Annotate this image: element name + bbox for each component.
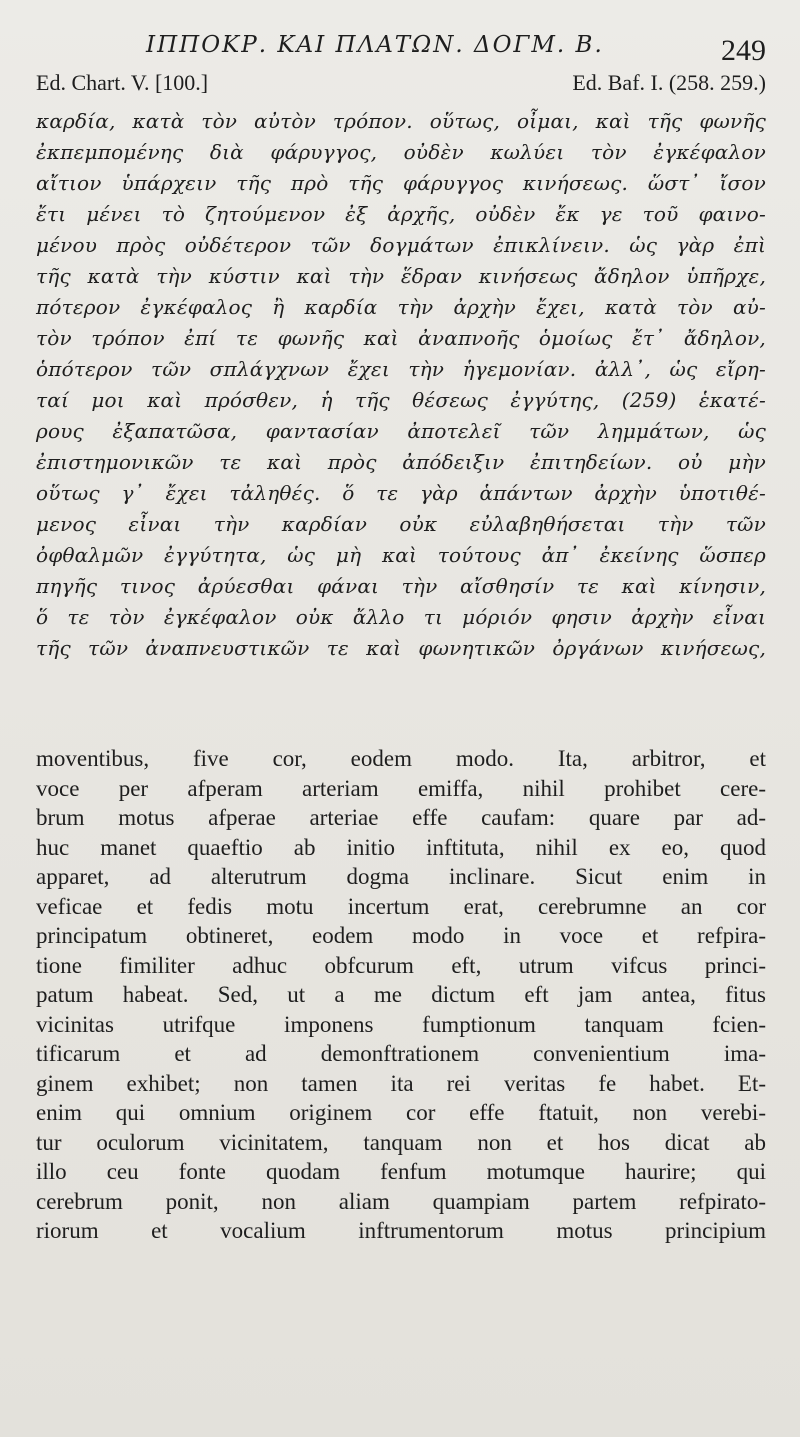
latin-line: vicinitas utrifque imponens fumptionum tanquam fcien- [36, 1011, 766, 1037]
latin-line: apparet, ad alterutrum dogma inclinare. Sicut enim in [36, 864, 766, 889]
greek-line: ὀφθαλμῶν ἐγγύτητα, ὡς μὴ καὶ τούτους ἀπ᾽ ἐκείνης ὥσπερ [36, 543, 766, 567]
edition-line [36, 70, 766, 104]
greek-line: οὕτως γ᾽ ἔχει τἀληθές. ὅ τε γὰρ ἁπάντων ἀρχὴν ὑποτιθέ- [36, 481, 766, 505]
greek-line: ταί μοι καὶ πρόσθεν, ἡ τῆς θέσεως ἐγγύτης, (259) ἑκατέ- [36, 388, 766, 412]
greek-line: αἴτιον ὑπάρχειν τῆς πρὸ τῆς φάρυγγος κινήσεως. ὥστ᾽ ἴσον [36, 171, 766, 195]
latin-line: cerebrum ponit, non aliam quampiam partem refpirato- [36, 1188, 766, 1214]
greek-line: ὁπότερον τῶν σπλάγχνων ἔχει τὴν ἡγεμονίαν. ἀλλ᾽, ὡς εἴρη- [36, 357, 766, 381]
edition-basel: Ed. Baf. I. (258. 259.) [572, 70, 766, 95]
running-title: ΙΠΠΟΚΡ. ΚΑΙ ΠΛΑΤΩΝ. ΔΟΓΜ. Β. [146, 32, 604, 58]
greek-line: ὅ τε τὸν ἐγκέφαλον οὐκ ἄλλο τι μόριόν φησιν ἀρχὴν εἶναι [36, 605, 766, 629]
latin-line: ginem exhibet; non tamen ita rei veritas fe habet. Et- [36, 1070, 766, 1096]
latin-line: riorum et vocalium inftrumentorum motus principium [36, 1218, 766, 1243]
latin-line: tur oculorum vicinitatem, tanquam non et hos dicat ab [36, 1129, 766, 1155]
greek-line: ἐκπεμπομένης διὰ φάρυγγος, οὐδὲν κωλύει τὸν ἐγκέφαλον [36, 140, 766, 164]
greek-line: ρους ἐξαπατῶσα, φαντασίαν ἀποτελεῖ τῶν λημμάτων, ὡς [36, 419, 766, 443]
greek-line: πότερον ἐγκέφαλος ἢ καρδία τὴν ἀρχὴν ἔχει, κατὰ τὸν αὐ- [36, 295, 766, 319]
latin-line: brum motus afperae arteriae effe caufam: quare par ad- [36, 805, 766, 830]
latin-text-block [36, 744, 766, 1246]
greek-line: ἐπιστημονικῶν τε καὶ πρὸς ἀπόδειξιν ἐπιτηδείων. οὐ μὴν [36, 450, 766, 474]
latin-line: tificarum et ad demonftrationem convenientium ima- [36, 1041, 766, 1066]
page-number: 249 [721, 34, 766, 67]
running-head [36, 22, 766, 66]
greek-line: ἔτι μένει τὸ ζητούμενον ἐξ ἀρχῆς, οὐδὲν ἔκ γε τοῦ φαινο- [36, 202, 766, 226]
greek-line: μενος εἶναι τὴν καρδίαν οὐκ εὐλαβηθήσεται τὴν τῶν [36, 512, 766, 536]
greek-line: πηγῆς τινος ἀρύεσθαι φάναι τὴν αἴσθησίν τε καὶ κίνησιν, [36, 574, 766, 598]
latin-line: principatum obtineret, eodem modo in voce et refpira- [36, 923, 766, 948]
latin-line: illo ceu fonte quodam fenfum motumque haurire; qui [36, 1159, 766, 1184]
latin-line: voce per afperam arteriam emiffa, nihil prohibet cere- [36, 775, 766, 801]
latin-line: tione fimiliter adhuc obfcurum eft, utrum vifcus princi- [36, 952, 766, 978]
latin-line: veficae et fedis motu incertum erat, cerebrumne an cor [36, 893, 766, 919]
edition-chartier: Ed. Chart. V. [100.] [36, 70, 209, 95]
latin-line: huc manet quaeftio ab initio inftituta, nihil ex eo, quod [36, 834, 766, 860]
greek-line: καρδία, κατὰ τὸν αὐτὸν τρόπον. οὕτως, οἶμαι, καὶ τῆς φωνῆς [36, 109, 766, 133]
greek-line: τῆς τῶν ἀναπνευστικῶν τε καὶ φωνητικῶν ὀργάνων κινήσεως, [36, 636, 766, 660]
latin-line: patum habeat. Sed, ut a me dictum eft jam antea, fitus [36, 982, 766, 1007]
greek-line: τὸν τρόπον ἐπί τε φωνῆς καὶ ἀναπνοῆς ὁμοίως ἔτ᾽ ἄδηλον, [36, 326, 766, 350]
latin-line: enim qui omnium originem cor effe ftatuit, non verebi- [36, 1100, 766, 1125]
greek-line: τῆς κατὰ τὴν κύστιν καὶ τὴν ἕδραν κινήσεως ἄδηλον ὑπῆρχε, [36, 264, 766, 288]
latin-line: moventibus, five cor, eodem modo. Ita, arbitror, et [36, 746, 766, 771]
greek-line: μένου πρὸς οὐδέτερον τῶν δογμάτων ἐπικλίνειν. ὡς γὰρ ἐπὶ [36, 233, 766, 257]
greek-text-block [36, 106, 766, 664]
